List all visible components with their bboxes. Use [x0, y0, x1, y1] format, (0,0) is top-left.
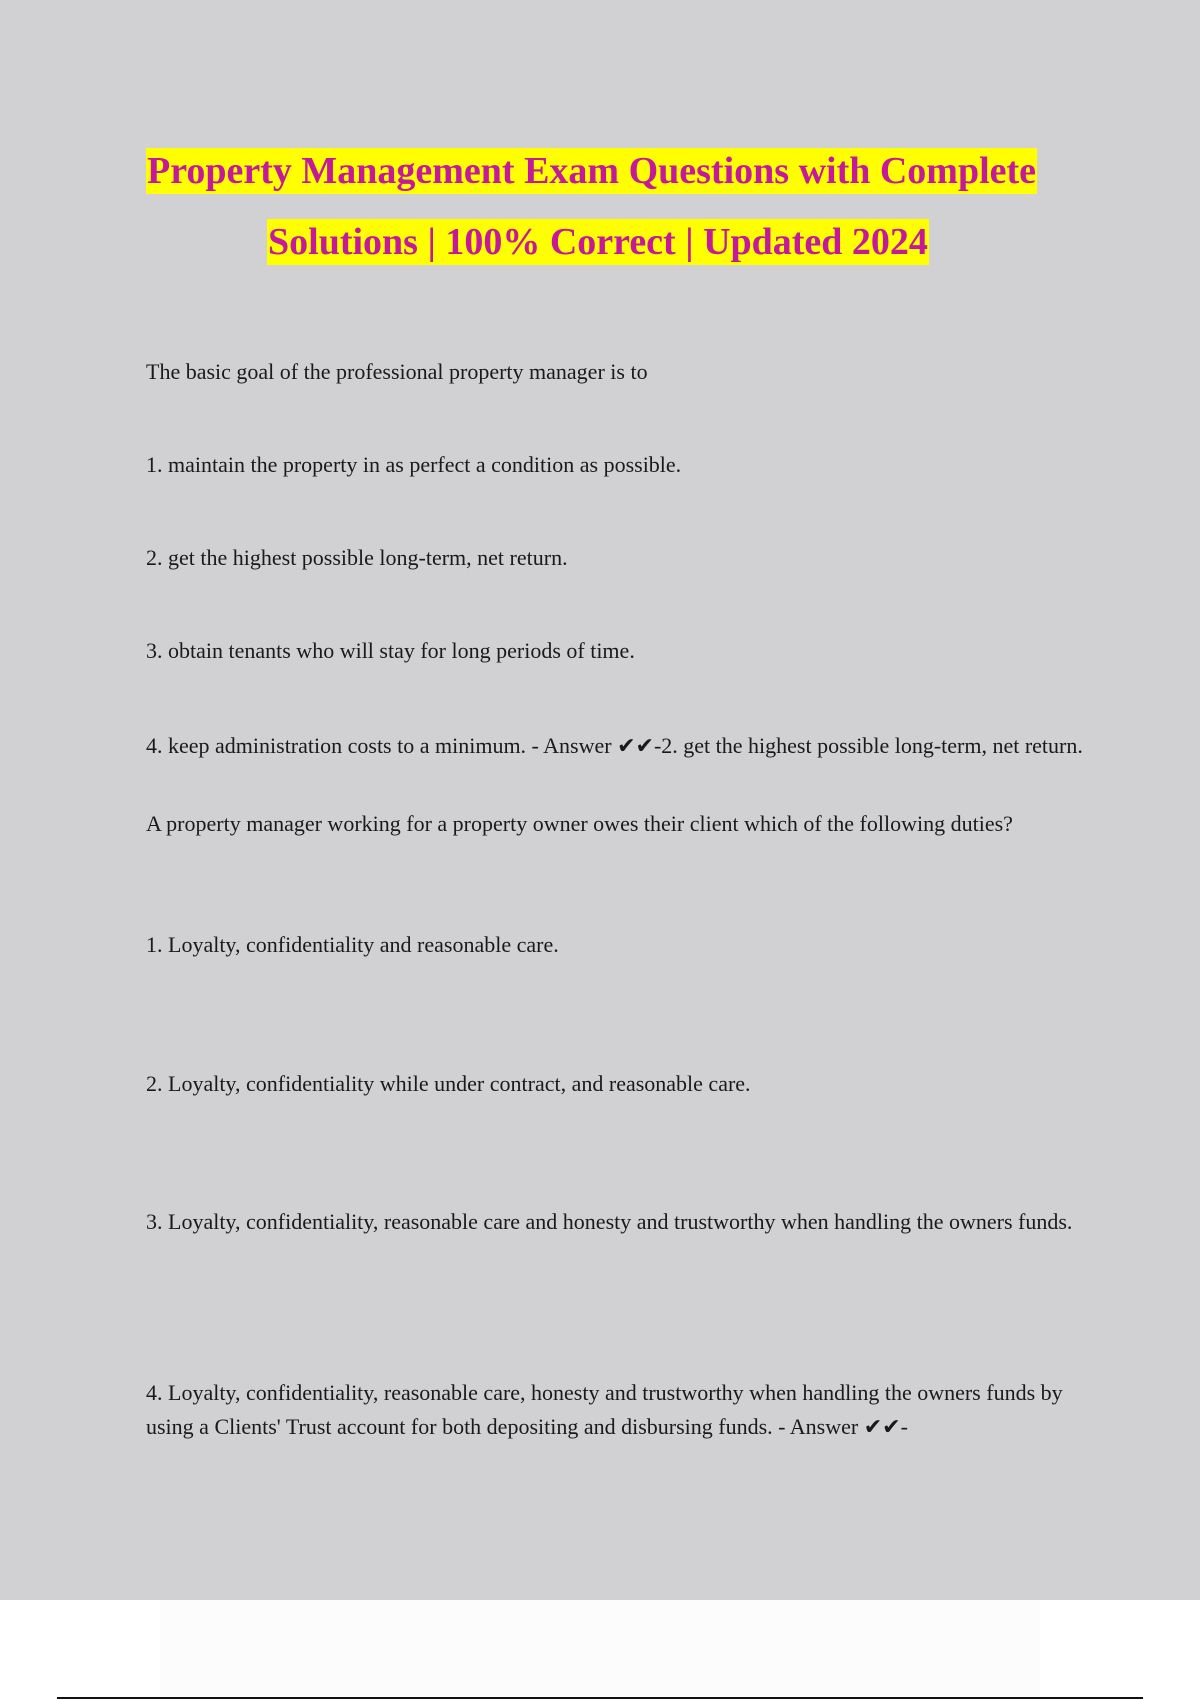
question-2-prompt: A property manager working for a property owner owes their client which of the following duties? [146, 811, 1013, 836]
question-1-option-3: 3. obtain tenants who will stay for long periods of time. [146, 638, 635, 663]
title-line-1: Property Management Exam Questions with Complete [147, 150, 1037, 192]
question-1-option-4-answer: 4. keep administration costs to a minimum. - Answer ✔✔-2. get the highest possible long-term, net return. [146, 733, 1083, 758]
question-1-option-1: 1. maintain the property in as perfect a condition as possible. [146, 452, 682, 477]
footer-divider [57, 1697, 1143, 1699]
question-2-option-1: 1. Loyalty, confidentiality and reasonable care. [146, 932, 559, 957]
title-line-2: Solutions | 100% Correct | Updated 2024 [268, 221, 928, 263]
question-2-option-3: 3. Loyalty, confidentiality, reasonable care and honesty and trustworthy when handling the owners funds. [146, 1209, 1073, 1234]
question-2-option-4-answer: 4. Loyalty, confidentiality, reasonable care, honesty and trustworthy when handling the owners funds by using a Clients' Trust account for both depositing and disbursing funds. - Answer ✔✔- [146, 1380, 1063, 1439]
question-1-prompt: The basic goal of the professional property manager is to [146, 359, 648, 384]
question-2-option-2: 2. Loyalty, confidentiality while under contract, and reasonable care. [146, 1071, 751, 1096]
footer-area [160, 1600, 1040, 1696]
question-1-option-2: 2. get the highest possible long-term, net return. [146, 545, 568, 570]
